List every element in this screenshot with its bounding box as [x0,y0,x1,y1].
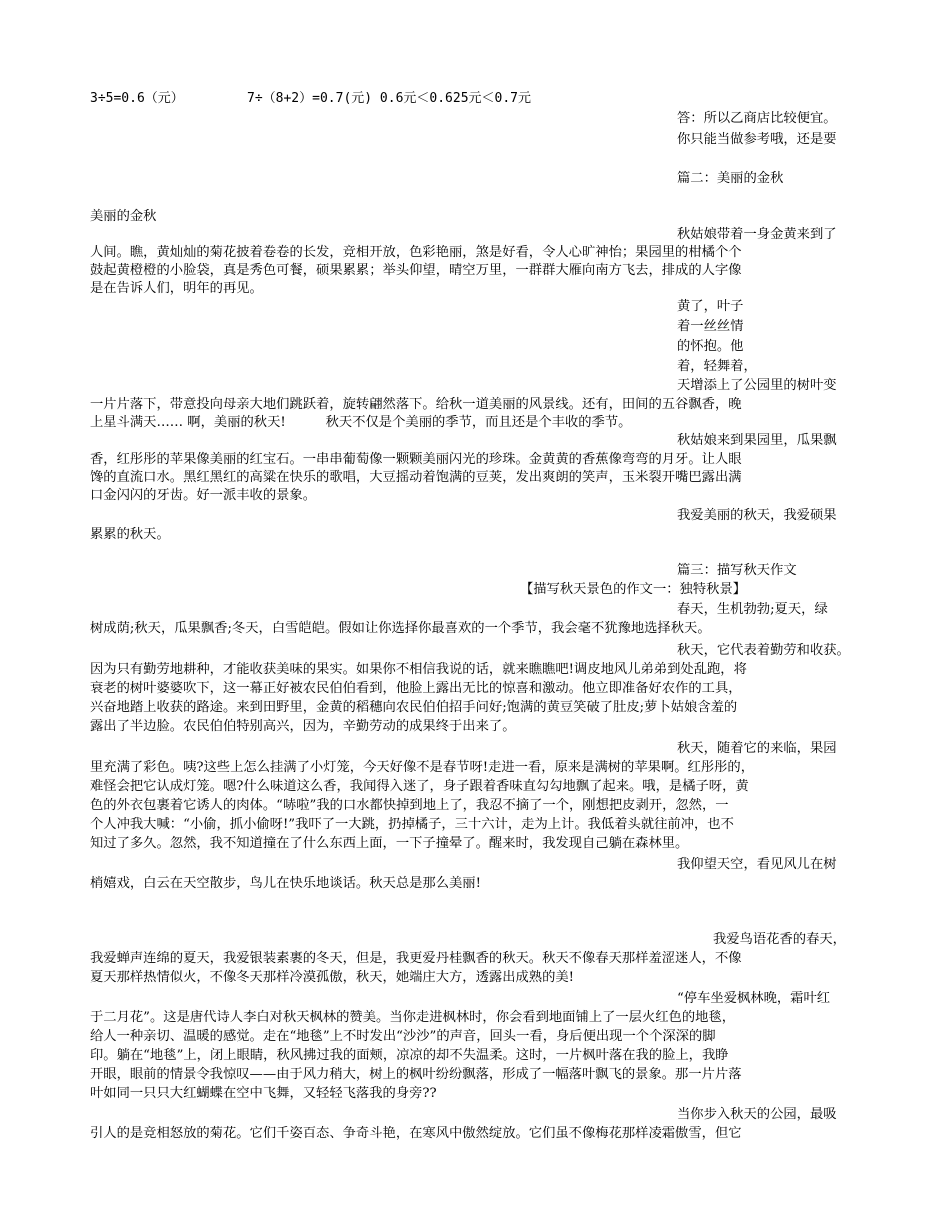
paragraph-line: 引人的是竞相怒放的菊花。它们千姿百态、争奇斗艳，在寒风中傲然绽放。它们虽不像梅花那样凌霜傲雪，但它 [90,1126,742,1141]
paragraph-line: 难怪会把它认成灯笼。嗯?什么味道这么香，我闻得入迷了，身子跟着香味直勾勾地飘了起来。哦，是橘子呀，黄 [90,779,749,794]
paragraph-line: 秋姑娘带着一身金黄来到了 [677,227,837,242]
section2-header: 篇二：美丽的金秋 [677,171,784,186]
fragment-line: 的怀抱。他 [677,339,744,354]
paragraph-line: 是在告诉人们，明年的再见。 [90,281,263,296]
paragraph-line: 叶如同一只只大红蝴蝶在空中飞舞，又轻轻飞落我的身旁?? [90,1086,437,1101]
section3-header: 篇三：描写秋天作文 [677,563,797,578]
paragraph-line: 树成荫;秋天，瓜果飘香;冬天，白雪皑皑。假如让你选择你最喜欢的一个季节，我会毫不犹豫地选择秋天。 [90,621,711,636]
paragraph-line: 口金闪闪的牙齿。好一派丰收的景象。 [90,488,317,503]
paragraph-line: 兴奋地踏上收获的路途。来到田野里，金黄的稻穗向农民伯伯招手问好;饱满的黄豆笑破了肚皮;萝卜姑娘含羞的 [90,700,738,715]
paragraph-line: 因为只有勤劳地耕种，才能收获美味的果实。如果你不相信我说的话，就来瞧瞧吧!调皮地风儿弟弟到处乱跑，将 [90,662,747,677]
paragraph-line: “停车坐爱枫林晚，霜叶红 [677,991,831,1006]
paragraph-line: 香，红彤彤的苹果像美丽的红宝石。一串串葡萄像一颗颗美丽闪光的珍珠。金黄黄的香蕉像弯弯的月牙。让人眼 [90,452,742,467]
paragraph-line: 累累的秋天。 [90,527,170,542]
paragraph-line: 上星斗满天…… 啊，美丽的秋天! 秋天不仅是个美丽的季节，而且还是个丰收的季节。 [90,415,632,430]
section3-subtitle: 【描写秋天景色的作文一：独特秋景】 [520,582,747,597]
reference-note: 你只能当做参考哦，还是要 [677,132,837,147]
paragraph-line: 我爱蝉声连绵的夏天，我爱银装素裹的冬天，但是，我更爱丹桂飘香的秋天。秋天不像春天那样羞涩迷人，不像 [90,951,742,966]
paragraph-line: 秋天，随着它的来临，果园 [677,741,837,756]
paragraph-line: 印。躺在“地毯”上，闭上眼睛，秋风拂过我的面颊，凉凉的却不失温柔。这时，一片枫叶落在我的脸上，我睁 [90,1048,729,1063]
paragraph-line: 开眼，眼前的情景令我惊叹——由于风力稍大，树上的枫叶纷纷飘落，形成了一幅落叶飘飞的景象。那一片片落 [90,1067,742,1082]
paragraph-line: 我爱鸟语花香的春天， [713,932,846,947]
paragraph-line: 色的外衣包裹着它诱人的肉体。“哧啦”我的口水都快掉到地上了，我忍不摘了一个，刚想把皮剥开，忽然，一 [90,798,729,813]
paragraph-line: 一片片落下，带意投向母亲大地们跳跃着，旋转翩然落下。给秋一道美丽的风景线。还有，田间的五谷飘香，晚 [90,397,742,412]
paragraph-line: 个人冲我大喊：“小偷，抓小偷呀!”我吓了一大跳，扔掉橘子，三十六计，走为上计。我低着头就往前冲，也不 [90,817,734,832]
fragment-line: 着，轻舞着， [677,359,757,374]
paragraph-line: 梢嬉戏，白云在天空散步，鸟儿在快乐地谈话。秋天总是那么美丽! [90,876,481,891]
calc-line-1: 3÷5=0.6（元） [90,91,184,106]
paragraph-line: 秋天，它代表着勤劳和收获。 [677,643,850,658]
paragraph-line: 秋姑娘来到果园里，瓜果飘 [677,433,837,448]
fragment-line: 黄了，叶子 [677,299,744,314]
paragraph-line: 春天，生机勃勃;夏天，绿 [677,602,828,617]
answer-text: 答：所以乙商店比较便宜。 [677,111,837,126]
paragraph-line: 夏天那样热情似火，不像冬天那样冷漠孤傲，秋天，她端庄大方，透露出成熟的美! [90,970,575,985]
paragraph-line: 我仰望天空，看见风儿在树 [677,857,837,872]
paragraph-line: 于二月花”。这是唐代诗人李白对秋天枫林的赞美。当你走进枫林时，你会看到地面铺上了一层火红色的地毯， [90,1010,736,1025]
calc-line-2: 7÷（8+2）=0.7(元) 0.6元＜0.625元＜0.7元 [247,91,532,106]
paragraph-line: 里充满了彩色。咦?这些上怎么挂满了小灯笼，今天好像不是春节呀!走进一看，原来是满树的苹果啊。红彤彤的， [90,760,755,775]
paragraph-line: 当你步入秋天的公园，最吸 [677,1107,837,1122]
fragment-line: 着一丝丝情 [677,319,744,334]
paragraph-line: 露出了半边脸。农民伯伯特别高兴，因为，辛勤劳动的成果终于出来了。 [90,719,516,734]
paragraph-line: 人间。瞧，黄灿灿的菊花披着卷卷的长发，竞相开放，色彩艳丽，煞是好看，令人心旷神怡；果园里的柑橘个个 [90,245,742,260]
paragraph-line: 我爱美丽的秋天，我爱硕果 [677,508,837,523]
paragraph-line: 衰老的树叶婆婆吹下，这一幕正好被农民伯伯看到，他脸上露出无比的惊喜和激动。他立即准备好农作的工具， [90,681,742,696]
paragraph-line: 馋的直流口水。黑红黑红的高粱在快乐的歌唱，大豆摇动着饱满的豆荚，发出爽朗的笑声，玉米裂开嘴巴露出满 [90,470,742,485]
paragraph-line: 天增添上了公园里的树叶变 [677,378,837,393]
paragraph-line: 知过了多久。忽然，我不知道撞在了什么东西上面，一下子撞晕了。醒来时，我发现自己躺在森林里。 [90,836,689,851]
section2-title: 美丽的金秋 [90,209,157,224]
paragraph-line: 鼓起黄橙橙的小脸袋，真是秀色可餐，硕果累累；举头仰望，晴空万里，一群群大雁向南方飞去，排成的人字像 [90,263,742,278]
paragraph-line: 给人一种亲切、温暖的感觉。走在“地毯”上不时发出“沙沙”的声音，回头一看，身后便出现一个个深深的脚 [90,1029,716,1044]
